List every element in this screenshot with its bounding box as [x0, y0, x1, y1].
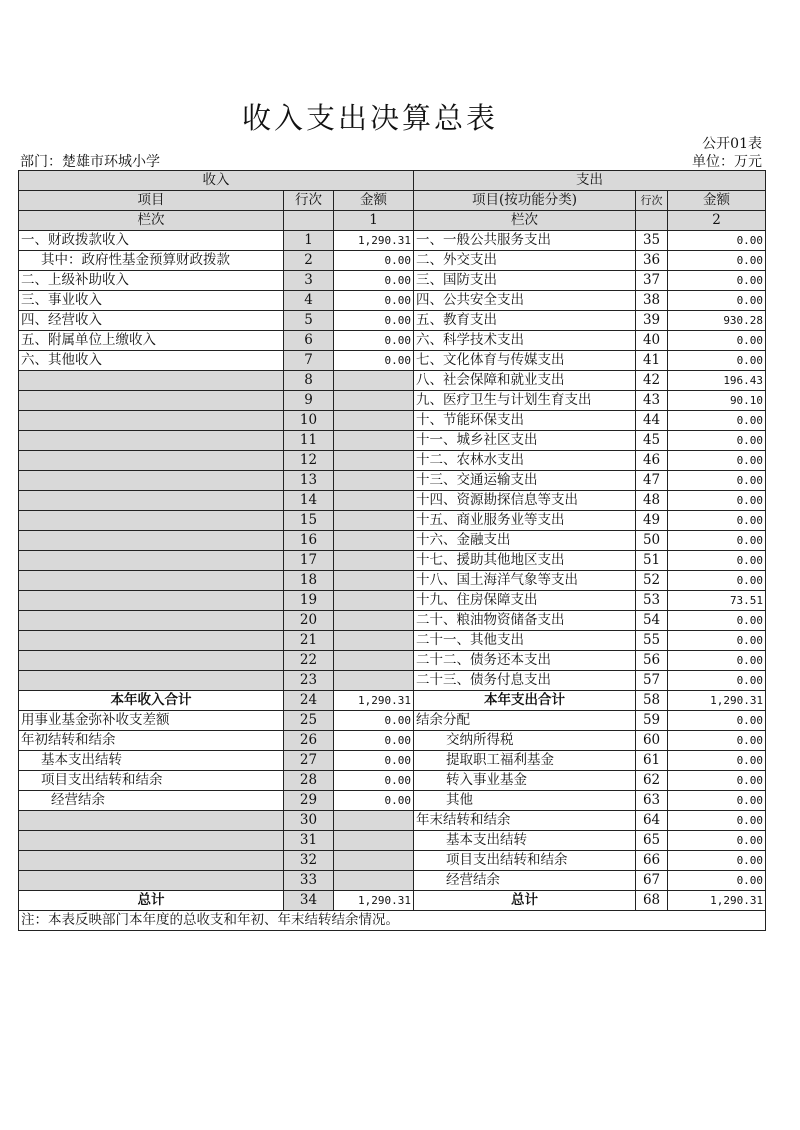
table-row — [19, 231, 766, 251]
income-amount-cell: 1,290.31 — [334, 891, 414, 911]
income-item-cell — [19, 531, 284, 551]
expense-item-cell: 十三、交通运输支出 — [414, 471, 636, 491]
expense-amount-cell: 0.00 — [668, 671, 766, 691]
expense-rowno-cell: 50 — [636, 531, 668, 551]
income-rowno-cell: 22 — [284, 651, 334, 671]
expense-rowno-cell: 45 — [636, 431, 668, 451]
income-item-cell — [19, 571, 284, 591]
expense-amount-cell: 0.00 — [668, 531, 766, 551]
income-item-cell — [19, 391, 284, 411]
expense-rowno-cell: 47 — [636, 471, 668, 491]
expense-amount-cell: 0.00 — [668, 871, 766, 891]
income-rowno-cell: 4 — [284, 291, 334, 311]
expense-rowno-cell: 36 — [636, 251, 668, 271]
income-amount-cell — [334, 551, 414, 571]
income-rowno-cell: 13 — [284, 471, 334, 491]
expense-item-cell: 十一、城乡社区支出 — [414, 431, 636, 451]
income-rowno-cell: 27 — [284, 751, 334, 771]
income-amount-cell — [334, 431, 414, 451]
income-item-cell — [19, 431, 284, 451]
expense-amount-header: 金额 — [668, 191, 766, 211]
income-rowno-cell: 5 — [284, 311, 334, 331]
income-item-cell — [19, 631, 284, 651]
income-item-cell — [19, 671, 284, 691]
table-row — [19, 471, 766, 491]
income-col-blank — [284, 211, 334, 231]
income-rowno-cell: 18 — [284, 571, 334, 591]
header-row-sections — [19, 171, 766, 191]
table-row — [19, 431, 766, 451]
expense-item-cell: 基本支出结转 — [414, 831, 636, 851]
expense-rowno-cell: 63 — [636, 791, 668, 811]
income-rowno-cell: 2 — [284, 251, 334, 271]
table-row — [19, 531, 766, 551]
expense-amount-cell: 0.00 — [668, 511, 766, 531]
income-rowno-cell: 11 — [284, 431, 334, 451]
expense-rowno-cell: 67 — [636, 871, 668, 891]
income-rowno-cell: 34 — [284, 891, 334, 911]
expense-rowno-cell: 68 — [636, 891, 668, 911]
table-row — [19, 791, 766, 811]
expense-rowno-cell: 51 — [636, 551, 668, 571]
expense-amount-cell: 0.00 — [668, 251, 766, 271]
total-row — [19, 891, 766, 911]
income-rowno-cell: 31 — [284, 831, 334, 851]
income-item-cell — [19, 451, 284, 471]
expense-rowno-cell: 56 — [636, 651, 668, 671]
income-item-cell — [19, 491, 284, 511]
income-amount-cell — [334, 671, 414, 691]
expense-rowno-cell: 41 — [636, 351, 668, 371]
expense-item-cell: 结余分配 — [414, 711, 636, 731]
income-item-cell — [19, 371, 284, 391]
income-amount-cell: 0.00 — [334, 791, 414, 811]
expense-amount-cell: 0.00 — [668, 651, 766, 671]
expense-amount-cell: 0.00 — [668, 831, 766, 851]
expense-amount-cell: 0.00 — [668, 471, 766, 491]
income-amount-header: 金额 — [334, 191, 414, 211]
table-row — [19, 491, 766, 511]
expense-item-cell: 十五、商业服务业等支出 — [414, 511, 636, 531]
expense-item-cell: 二十三、债务付息支出 — [414, 671, 636, 691]
income-item-cell: 三、事业收入 — [19, 291, 284, 311]
income-amount-cell — [334, 471, 414, 491]
income-amount-cell — [334, 491, 414, 511]
expense-item-cell: 十、节能环保支出 — [414, 411, 636, 431]
income-amount-cell: 0.00 — [334, 311, 414, 331]
expense-item-cell: 十九、住房保障支出 — [414, 591, 636, 611]
table-row — [19, 671, 766, 691]
income-amount-cell — [334, 591, 414, 611]
expense-amount-cell: 0.00 — [668, 571, 766, 591]
expense-item-cell: 十七、援助其他地区支出 — [414, 551, 636, 571]
expense-amount-cell: 0.00 — [668, 331, 766, 351]
expense-rowno-cell: 59 — [636, 711, 668, 731]
expense-col-blank — [636, 211, 668, 231]
income-item-cell: 用事业基金弥补收支差额 — [19, 711, 284, 731]
income-amount-cell: 0.00 — [334, 731, 414, 751]
table-row — [19, 451, 766, 471]
income-rowno-cell: 12 — [284, 451, 334, 471]
table-row — [19, 591, 766, 611]
expense-item-cell: 一、一般公共服务支出 — [414, 231, 636, 251]
income-amount-cell: 1,290.31 — [334, 231, 414, 251]
table-note: 注：本表反映部门本年度的总收支和年初、年末结转结余情况。 — [19, 911, 766, 931]
income-amount-cell: 0.00 — [334, 291, 414, 311]
expense-amount-cell: 0.00 — [668, 771, 766, 791]
expense-rowno-cell: 38 — [636, 291, 668, 311]
income-item-cell — [19, 871, 284, 891]
table-row — [19, 371, 766, 391]
expense-rowno-cell: 49 — [636, 511, 668, 531]
expense-item-header: 项目(按功能分类) — [414, 191, 636, 211]
expense-amount-cell: 1,290.31 — [668, 891, 766, 911]
expense-rowno-cell: 54 — [636, 611, 668, 631]
income-rowno-cell: 10 — [284, 411, 334, 431]
income-rowno-cell: 19 — [284, 591, 334, 611]
income-item-cell: 年初结转和结余 — [19, 731, 284, 751]
report-title: 收入支出决算总表 — [241, 101, 498, 135]
expense-rowno-cell: 60 — [636, 731, 668, 751]
expense-col-label: 栏次 — [414, 211, 636, 231]
income-rowno-cell: 1 — [284, 231, 334, 251]
income-rowno-cell: 26 — [284, 731, 334, 751]
income-rowno-cell: 17 — [284, 551, 334, 571]
income-amount-cell — [334, 611, 414, 631]
expense-rowno-cell: 53 — [636, 591, 668, 611]
expense-item-cell: 十四、资源勘探信息等支出 — [414, 491, 636, 511]
income-item-cell — [19, 551, 284, 571]
form-number: 公开01表 — [702, 136, 762, 152]
table-row — [19, 831, 766, 851]
income-amount-cell: 0.00 — [334, 271, 414, 291]
income-item-cell: 一、财政拨款收入 — [19, 231, 284, 251]
income-amount-cell — [334, 451, 414, 471]
expense-item-cell: 提取职工福利基金 — [414, 751, 636, 771]
expense-amount-cell: 90.10 — [668, 391, 766, 411]
income-item-cell: 四、经营收入 — [19, 311, 284, 331]
income-rowno-cell: 20 — [284, 611, 334, 631]
expense-amount-cell: 0.00 — [668, 351, 766, 371]
expense-rowno-cell: 55 — [636, 631, 668, 651]
income-rowno-cell: 15 — [284, 511, 334, 531]
income-item-cell: 六、其他收入 — [19, 351, 284, 371]
income-rowno-cell: 7 — [284, 351, 334, 371]
table-row — [19, 511, 766, 531]
table-row — [19, 651, 766, 671]
income-rowno-cell: 33 — [284, 871, 334, 891]
income-rowno-cell: 30 — [284, 811, 334, 831]
expense-item-cell: 九、医疗卫生与计划生育支出 — [414, 391, 636, 411]
table-row — [19, 771, 766, 791]
income-amount-cell — [334, 531, 414, 551]
table-row — [19, 631, 766, 651]
income-amount-cell — [334, 871, 414, 891]
table-row — [19, 291, 766, 311]
header-row-col-index — [19, 211, 766, 231]
table-row — [19, 871, 766, 891]
expense-rowno-cell: 61 — [636, 751, 668, 771]
expense-amount-cell: 0.00 — [668, 731, 766, 751]
expense-rowno-cell: 48 — [636, 491, 668, 511]
income-item-cell: 本年收入合计 — [19, 691, 284, 711]
expense-item-cell: 四、公共安全支出 — [414, 291, 636, 311]
expense-item-cell: 五、教育支出 — [414, 311, 636, 331]
income-item-cell: 五、附属单位上缴收入 — [19, 331, 284, 351]
table-row — [19, 251, 766, 271]
income-amount-cell — [334, 391, 414, 411]
income-item-cell: 基本支出结转 — [19, 751, 284, 771]
table-row — [19, 751, 766, 771]
income-item-cell: 经营结余 — [19, 791, 284, 811]
expense-amount-cell: 0.00 — [668, 231, 766, 251]
table-row — [19, 851, 766, 871]
income-amount-cell — [334, 631, 414, 651]
expense-item-cell: 总计 — [414, 891, 636, 911]
income-amount-cell — [334, 651, 414, 671]
expense-rowno-cell: 58 — [636, 691, 668, 711]
table-row — [19, 731, 766, 751]
income-rowno-cell: 24 — [284, 691, 334, 711]
expense-rowno-cell: 64 — [636, 811, 668, 831]
expense-rowno-cell: 46 — [636, 451, 668, 471]
expense-amount-cell: 0.00 — [668, 811, 766, 831]
income-item-cell: 其中：政府性基金预算财政拨款 — [19, 251, 284, 271]
expense-amount-cell: 73.51 — [668, 591, 766, 611]
income-rowno-cell: 29 — [284, 791, 334, 811]
expense-rowno-cell: 66 — [636, 851, 668, 871]
expense-amount-cell: 1,290.31 — [668, 691, 766, 711]
expense-item-cell: 本年支出合计 — [414, 691, 636, 711]
expense-item-cell: 交纳所得税 — [414, 731, 636, 751]
unit-label: 单位：万元 — [692, 154, 762, 170]
expense-rowno-cell: 43 — [636, 391, 668, 411]
income-amount-cell: 0.00 — [334, 351, 414, 371]
table-row — [19, 571, 766, 591]
income-amount-cell — [334, 571, 414, 591]
expense-amount-cell: 0.00 — [668, 851, 766, 871]
expense-item-cell: 十八、国土海洋气象等支出 — [414, 571, 636, 591]
income-amount-cell — [334, 511, 414, 531]
income-rowno-cell: 23 — [284, 671, 334, 691]
income-item-cell — [19, 651, 284, 671]
expense-rowno-header: 行次 — [636, 191, 668, 211]
income-item-cell — [19, 851, 284, 871]
table-row — [19, 331, 766, 351]
income-rowno-cell: 14 — [284, 491, 334, 511]
table-row — [19, 551, 766, 571]
income-item-cell: 项目支出结转和结余 — [19, 771, 284, 791]
income-rowno-cell: 16 — [284, 531, 334, 551]
expense-item-cell: 二十、粮油物资储备支出 — [414, 611, 636, 631]
expense-item-cell: 十六、金融支出 — [414, 531, 636, 551]
income-amount-cell: 0.00 — [334, 711, 414, 731]
expense-item-cell: 二、外交支出 — [414, 251, 636, 271]
income-item-cell — [19, 591, 284, 611]
expense-item-cell: 三、国防支出 — [414, 271, 636, 291]
expense-amount-cell: 0.00 — [668, 411, 766, 431]
income-rowno-cell: 8 — [284, 371, 334, 391]
expense-item-cell: 六、科学技术支出 — [414, 331, 636, 351]
expense-amount-cell: 0.00 — [668, 431, 766, 451]
expense-item-cell: 项目支出结转和结余 — [414, 851, 636, 871]
expense-rowno-cell: 65 — [636, 831, 668, 851]
table-row — [19, 811, 766, 831]
expense-item-cell: 其他 — [414, 791, 636, 811]
department-label: 部门：楚雄市环城小学 — [20, 154, 160, 170]
income-amount-cell — [334, 371, 414, 391]
table-row — [19, 271, 766, 291]
expense-amount-cell: 0.00 — [668, 291, 766, 311]
income-item-cell — [19, 811, 284, 831]
expense-amount-cell: 0.00 — [668, 611, 766, 631]
expense-amount-cell: 0.00 — [668, 271, 766, 291]
income-rowno-cell: 21 — [284, 631, 334, 651]
income-amount-cell: 0.00 — [334, 331, 414, 351]
expense-item-cell: 转入事业基金 — [414, 771, 636, 791]
expense-amount-cell: 0.00 — [668, 451, 766, 471]
income-amount-cell: 0.00 — [334, 751, 414, 771]
expense-item-cell: 二十二、债务还本支出 — [414, 651, 636, 671]
expense-col-number: 2 — [668, 211, 766, 231]
expense-rowno-cell: 52 — [636, 571, 668, 591]
income-item-cell — [19, 611, 284, 631]
expense-rowno-cell: 35 — [636, 231, 668, 251]
table-row — [19, 711, 766, 731]
income-expense-table — [18, 170, 766, 931]
expense-rowno-cell: 44 — [636, 411, 668, 431]
income-amount-cell: 1,290.31 — [334, 691, 414, 711]
income-rowno-header: 行次 — [284, 191, 334, 211]
income-rowno-cell: 6 — [284, 331, 334, 351]
income-rowno-cell: 3 — [284, 271, 334, 291]
table-row — [19, 351, 766, 371]
expense-amount-cell: 0.00 — [668, 711, 766, 731]
header-row-columns — [19, 191, 766, 211]
expense-amount-cell: 0.00 — [668, 631, 766, 651]
income-amount-cell — [334, 851, 414, 871]
income-rowno-cell: 32 — [284, 851, 334, 871]
expense-item-cell: 二十一、其他支出 — [414, 631, 636, 651]
income-amount-cell — [334, 411, 414, 431]
income-section-header: 收入 — [19, 171, 414, 191]
expense-rowno-cell: 42 — [636, 371, 668, 391]
expense-rowno-cell: 57 — [636, 671, 668, 691]
income-amount-cell — [334, 811, 414, 831]
income-rowno-cell: 9 — [284, 391, 334, 411]
expense-amount-cell: 0.00 — [668, 751, 766, 771]
income-amount-cell: 0.00 — [334, 771, 414, 791]
income-item-cell — [19, 831, 284, 851]
expense-amount-cell: 0.00 — [668, 491, 766, 511]
expense-rowno-cell: 40 — [636, 331, 668, 351]
income-item-cell — [19, 511, 284, 531]
table-row — [19, 611, 766, 631]
income-amount-cell — [334, 831, 414, 851]
expense-section-header: 支出 — [414, 171, 766, 191]
income-col-number: 1 — [334, 211, 414, 231]
expense-item-cell: 年末结转和结余 — [414, 811, 636, 831]
income-item-cell — [19, 411, 284, 431]
income-amount-cell: 0.00 — [334, 251, 414, 271]
income-item-cell: 总计 — [19, 891, 284, 911]
income-col-label: 栏次 — [19, 211, 284, 231]
expense-item-cell: 七、文化体育与传媒支出 — [414, 351, 636, 371]
subtotal-row — [19, 691, 766, 711]
income-rowno-cell: 25 — [284, 711, 334, 731]
expense-amount-cell: 196.43 — [668, 371, 766, 391]
income-rowno-cell: 28 — [284, 771, 334, 791]
expense-amount-cell: 0.00 — [668, 791, 766, 811]
expense-rowno-cell: 39 — [636, 311, 668, 331]
table-row — [19, 411, 766, 431]
expense-item-cell: 八、社会保障和就业支出 — [414, 371, 636, 391]
income-item-cell — [19, 471, 284, 491]
income-item-cell: 二、上级补助收入 — [19, 271, 284, 291]
income-item-header: 项目 — [19, 191, 284, 211]
table-row — [19, 311, 766, 331]
expense-rowno-cell: 62 — [636, 771, 668, 791]
expense-item-cell: 经营结余 — [414, 871, 636, 891]
table-row — [19, 391, 766, 411]
note-row — [19, 911, 766, 931]
expense-amount-cell: 0.00 — [668, 551, 766, 571]
expense-item-cell: 十二、农林水支出 — [414, 451, 636, 471]
expense-amount-cell: 930.28 — [668, 311, 766, 331]
expense-rowno-cell: 37 — [636, 271, 668, 291]
